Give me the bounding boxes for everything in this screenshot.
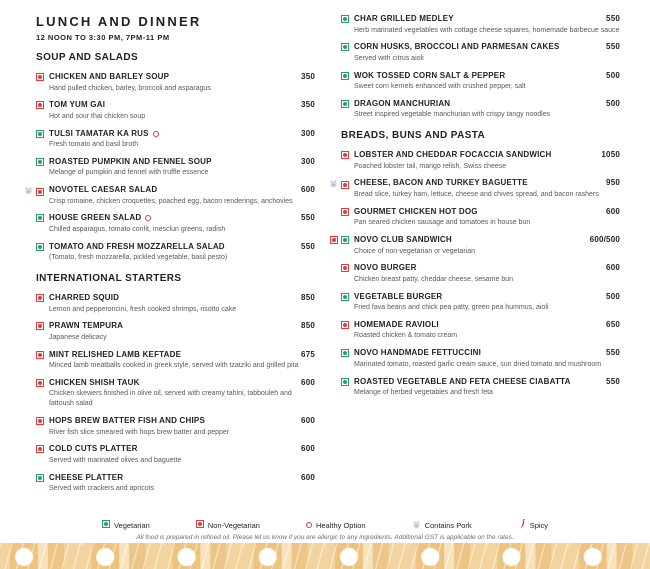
- item-markers: [341, 100, 354, 108]
- nonveg-icon: [330, 236, 338, 244]
- item-description: Marinated tomato, roasted garlic cream sauce, sun dried tomato and mushroom: [354, 360, 602, 368]
- item-description: Melange of pumpkin and fennel with truffle essence: [49, 169, 209, 177]
- item-name: NOVO CLUB SANDWICH: [354, 235, 452, 245]
- item-name: PRAWN TEMPURA: [49, 321, 124, 331]
- legend-icon-slot: [518, 519, 526, 531]
- item-name-row: [354, 99, 620, 109]
- footnote: All food is prepared in refined oil. Please let us know if you are allergic to any ingredients. Additional GST is applicable on the rates.: [136, 534, 514, 541]
- item-description: Chilled asparagus, tomato confit, mesclun greens, radish: [49, 225, 226, 233]
- item-name: CORN HUSKS, BROCCOLI AND PARMESAN CAKES: [354, 42, 560, 52]
- item-name-row: [49, 473, 315, 483]
- legend-item: [102, 520, 150, 530]
- item-description: Choice of non-vegetarian or vegetarian: [354, 247, 476, 255]
- item-price: 550: [606, 14, 620, 23]
- item-markers: [341, 293, 354, 301]
- item-markers: [36, 294, 49, 302]
- item-description: Minced lamb meatballs cooked in greek style, served with tzatziki and grilled pita: [49, 362, 299, 370]
- item-description: Served with crackers and apricots: [49, 485, 155, 493]
- item-markers: [341, 208, 354, 216]
- legend-icon-slot: [102, 520, 110, 530]
- item-price: 350: [301, 100, 315, 110]
- nonveg-icon: [36, 351, 44, 359]
- menu-section: [36, 52, 315, 263]
- item-description: Lemon and pepperoncini, fresh cooked shrimps, risotto cake: [49, 305, 237, 313]
- item-markers: [36, 158, 49, 166]
- item-description: Hot and sour thai chicken soup: [49, 112, 146, 120]
- item-markers: [36, 417, 49, 425]
- item-price: 600: [301, 472, 315, 482]
- item-name: GOURMET CHICKEN HOT DOG: [354, 206, 478, 216]
- nonveg-icon: [341, 151, 349, 159]
- menu-item: [36, 350, 315, 371]
- menu-right-column: [341, 14, 620, 501]
- item-description: Sweet corn kernels enhanced with crushed pepper, salt: [354, 83, 526, 91]
- item-name: MINT RELISHED LAMB KEFTADE: [49, 349, 182, 359]
- menu-section: [36, 273, 315, 494]
- item-markers: [36, 243, 49, 251]
- pork-icon: [329, 179, 338, 191]
- legend-icon-slot: [412, 520, 421, 531]
- item-price: 600: [301, 185, 315, 195]
- item-price: 300: [301, 128, 315, 138]
- item-markers: [329, 179, 354, 191]
- nonveg-icon: [36, 322, 44, 330]
- menu-item: [36, 444, 315, 465]
- item-markers: [330, 236, 354, 244]
- legend-label: Vegetarian: [113, 520, 150, 530]
- item-name-row: [49, 100, 315, 110]
- item-description: Chicken breast patty, cheddar cheese, sesame bun: [354, 275, 514, 283]
- item-name-row: [49, 72, 315, 82]
- item-description: Poached lobster tail, mango relish, Swiss cheese: [354, 162, 507, 170]
- item-price: 675: [301, 349, 315, 359]
- item-price: 650: [606, 319, 620, 329]
- item-name-row: [49, 213, 315, 223]
- item-price: 550: [606, 348, 620, 358]
- item-description: Melange of herbed vegetables and fresh feta: [354, 389, 493, 397]
- nonveg-icon: [341, 264, 349, 272]
- legend-label: Contains Pork: [424, 520, 472, 530]
- veg-icon: [341, 349, 349, 357]
- nonveg-icon: [36, 101, 44, 109]
- item-price: 850: [301, 293, 315, 303]
- item-name: TULSI TAMATAR KA RUS: [49, 128, 149, 138]
- item-description: Crisp romaine, chicken croquettes, poached egg, bacon renderings, anchovies: [49, 197, 293, 205]
- item-price: 500: [606, 291, 620, 301]
- item-markers: [36, 379, 49, 387]
- menu-item: [36, 321, 315, 342]
- item-name: VEGETABLE BURGER: [354, 291, 443, 301]
- item-markers: [341, 43, 354, 51]
- item-price: 550: [606, 42, 620, 52]
- legend-item: [306, 521, 366, 530]
- item-name-row: [354, 320, 620, 330]
- item-description: Fresh tomato and basil broth: [49, 141, 139, 149]
- item-name-row: [354, 71, 620, 81]
- item-price: 600/500: [589, 235, 620, 245]
- nonveg-icon: [36, 188, 44, 196]
- item-name-row: [354, 263, 620, 273]
- pork-icon: [412, 520, 421, 531]
- veg-icon: [341, 378, 349, 386]
- section-items: [341, 150, 620, 398]
- menu-item: [36, 185, 315, 206]
- menu-item: [341, 71, 620, 92]
- item-name: CHEESE, BACON AND TURKEY BAGUETTE: [354, 178, 528, 188]
- item-name: WOK TOSSED CORN SALT & PEPPER: [354, 70, 506, 80]
- item-price: 600: [301, 444, 315, 454]
- item-markers: [36, 214, 49, 222]
- section-heading: SOUP AND SALADS: [36, 52, 139, 63]
- item-markers: [341, 378, 354, 386]
- item-name-row: [354, 235, 620, 245]
- healthy-icon: [306, 522, 312, 528]
- item-markers: [341, 15, 354, 23]
- item-name: HOMEMADE RAVIOLI: [354, 319, 439, 329]
- item-markers: [341, 349, 354, 357]
- section-items: [36, 293, 315, 494]
- item-name-row: [354, 14, 620, 24]
- item-name: ROASTED PUMPKIN AND FENNEL SOUP: [49, 156, 212, 166]
- item-price: 300: [301, 156, 315, 166]
- item-description: River fish slice smeared with hops brew batter and pepper: [49, 428, 230, 436]
- item-name-row: [354, 348, 620, 358]
- veg-icon: [36, 243, 44, 251]
- item-markers: [341, 321, 354, 329]
- menu-item: [36, 242, 315, 263]
- item-name: TOM YUM GAI: [49, 100, 106, 110]
- menu-left-column: [36, 14, 315, 501]
- item-markers: [36, 73, 49, 81]
- menu-item: [341, 150, 620, 171]
- menu-item: [36, 473, 315, 494]
- item-markers: [36, 474, 49, 482]
- item-markers: [36, 322, 49, 330]
- item-description: Chicken skewers finished in olive oil, served with creamy tahini, tabbouleh and fattoush salad: [49, 390, 292, 408]
- menu-item: [341, 207, 620, 228]
- menu-item: [341, 178, 620, 199]
- healthy-icon: [145, 215, 151, 221]
- veg-icon: [36, 158, 44, 166]
- item-name-row: [49, 416, 315, 426]
- item-price: 600: [606, 206, 620, 216]
- item-name: CHARRED SQUID: [49, 293, 120, 303]
- menu-item: [341, 235, 620, 256]
- menu-item: [341, 320, 620, 341]
- item-name: CHICKEN SHISH TAUK: [49, 377, 140, 387]
- menu-item: [341, 42, 620, 63]
- page-title: LUNCH AND DINNER: [36, 14, 202, 29]
- item-price: 550: [301, 241, 315, 251]
- section-items: [341, 14, 620, 120]
- nonveg-icon: [341, 208, 349, 216]
- legend-item: [196, 520, 260, 530]
- item-description: Bread slice, turkey ham, lettuce, cheese and chives spread, and bacon rashers: [354, 190, 599, 198]
- item-price: 500: [606, 98, 620, 108]
- item-markers: [341, 264, 354, 272]
- item-name: NOVO HANDMADE FETTUCCINI: [354, 348, 482, 358]
- item-name-row: [354, 377, 620, 387]
- item-name-row: [49, 444, 315, 454]
- item-description: Roasted chicken & tomato cream: [354, 332, 458, 340]
- item-description: Hand pulled chicken, barley, broccoli and asparagus: [49, 84, 211, 92]
- item-name: CHICKEN AND BARLEY SOUP: [49, 72, 170, 81]
- item-markers: [36, 130, 49, 138]
- item-name: COLD CUTS PLATTER: [49, 444, 138, 454]
- item-name-row: [49, 185, 315, 195]
- item-markers: [36, 101, 49, 109]
- item-description: Pan seared chicken sausage and tomatoes in house bun: [354, 219, 531, 227]
- item-markers: [24, 186, 49, 198]
- item-price: 850: [301, 321, 315, 331]
- item-name: HOUSE GREEN SALAD: [49, 213, 142, 223]
- item-name-row: [354, 178, 620, 188]
- veg-icon: [341, 236, 349, 244]
- item-price: 1050: [601, 150, 620, 160]
- item-description: Served with marinated olives and baguette: [49, 456, 182, 464]
- serving-hours: 12 NOON TO 3:30 PM, 7PM-11 PM: [36, 33, 170, 42]
- item-description: Served with citrus aioli: [354, 54, 424, 62]
- section-heading: BREADS, BUNS AND PASTA: [341, 130, 486, 142]
- menu-item: [36, 129, 315, 150]
- item-price: 600: [301, 416, 315, 426]
- item-price: 600: [606, 263, 620, 273]
- nonveg-icon: [36, 417, 44, 425]
- nonveg-icon: [196, 520, 204, 528]
- item-name: CHEESE PLATTER: [49, 472, 124, 482]
- item-price: 550: [606, 376, 620, 386]
- item-price: 950: [606, 178, 620, 188]
- menu-item: [36, 157, 315, 178]
- item-markers: [36, 445, 49, 453]
- item-name-row: [49, 129, 315, 139]
- healthy-icon: [153, 131, 159, 137]
- item-name-row: [354, 207, 620, 217]
- veg-icon: [36, 214, 44, 222]
- item-name-row: [49, 378, 315, 388]
- veg-icon: [341, 15, 349, 23]
- veg-icon: [341, 72, 349, 80]
- item-name-row: [49, 321, 315, 331]
- item-description: Japanese delicacy: [49, 333, 107, 341]
- item-name: LOBSTER AND CHEDDAR FOCACCIA SANDWICH: [354, 150, 552, 160]
- item-name-row: [354, 292, 620, 302]
- menu-item: [341, 263, 620, 284]
- decorative-border: [0, 543, 650, 569]
- item-name: NOVOTEL CAESAR SALAD: [49, 185, 158, 195]
- menu-item: [36, 416, 315, 437]
- item-price: 350: [301, 72, 315, 81]
- nonveg-icon: [36, 445, 44, 453]
- item-name-row: [354, 150, 620, 160]
- legend-bar: [0, 519, 650, 531]
- item-markers: [341, 151, 354, 159]
- section-heading: INTERNATIONAL STARTERS: [36, 273, 182, 285]
- item-markers: [341, 72, 354, 80]
- menu-item: [36, 293, 315, 314]
- item-price: 500: [606, 70, 620, 80]
- veg-icon: [36, 474, 44, 482]
- veg-icon: [341, 43, 349, 51]
- veg-icon: [341, 293, 349, 301]
- item-description: Herb marinated vegetables with cottage cheese squares, homemade barbecue sauce: [354, 26, 620, 34]
- menu-section: [341, 14, 620, 120]
- item-price: 550: [301, 213, 315, 223]
- legend-label: Spicy: [529, 520, 549, 530]
- menu-item: [341, 99, 620, 120]
- nonveg-icon: [36, 294, 44, 302]
- nonveg-icon: [341, 321, 349, 329]
- veg-icon: [102, 520, 110, 528]
- menu-item: [36, 100, 315, 121]
- item-name-row: [49, 293, 315, 303]
- nonveg-icon: [36, 379, 44, 387]
- item-price: 600: [301, 377, 315, 387]
- legend-icon-slot: [196, 520, 204, 530]
- item-description: Fried fava beans and chick pea patty, green pea hummus, aioli: [354, 304, 549, 312]
- section-items: [36, 72, 315, 263]
- item-name: NOVO BURGER: [354, 263, 417, 273]
- menu-item: [36, 378, 315, 409]
- item-name: HOPS BREW BATTER FISH AND CHIPS: [49, 416, 205, 426]
- legend-item: [412, 520, 472, 531]
- item-name: ROASTED VEGETABLE AND FETA CHEESE CIABATTA: [354, 376, 571, 386]
- legend-label: Healthy Option: [315, 520, 366, 530]
- pork-icon: [24, 186, 33, 198]
- menu-item: [36, 213, 315, 234]
- item-name: TOMATO AND FRESH MOZZARELLA SALAD: [49, 241, 225, 251]
- menu-section: [341, 130, 620, 398]
- spicy-icon: [518, 519, 526, 531]
- nonveg-icon: [36, 73, 44, 81]
- menu-item: [36, 72, 315, 93]
- item-name-row: [354, 42, 620, 52]
- veg-icon: [36, 130, 44, 138]
- menu-item: [341, 14, 620, 35]
- veg-icon: [341, 100, 349, 108]
- item-description: (Tomato, fresh mozzarella, pickled vegetable, basil pesto): [49, 254, 228, 262]
- legend-label: Non-Vegetarian: [207, 520, 260, 530]
- item-name: CHAR GRILLED MEDLEY: [354, 14, 454, 23]
- nonveg-icon: [341, 181, 349, 189]
- legend-item: [518, 519, 548, 531]
- item-name-row: [49, 242, 315, 252]
- menu-item: [341, 377, 620, 398]
- menu-item: [341, 348, 620, 369]
- item-name-row: [49, 350, 315, 360]
- item-markers: [36, 351, 49, 359]
- legend-icon-slot: [306, 521, 312, 530]
- menu-item: [341, 292, 620, 313]
- item-name: DRAGON MANCHURIAN: [354, 98, 451, 108]
- item-description: Street inspired vegetable manchurian with crispy tangy noodles: [354, 111, 551, 119]
- item-name-row: [49, 157, 315, 167]
- page-header: [36, 14, 315, 42]
